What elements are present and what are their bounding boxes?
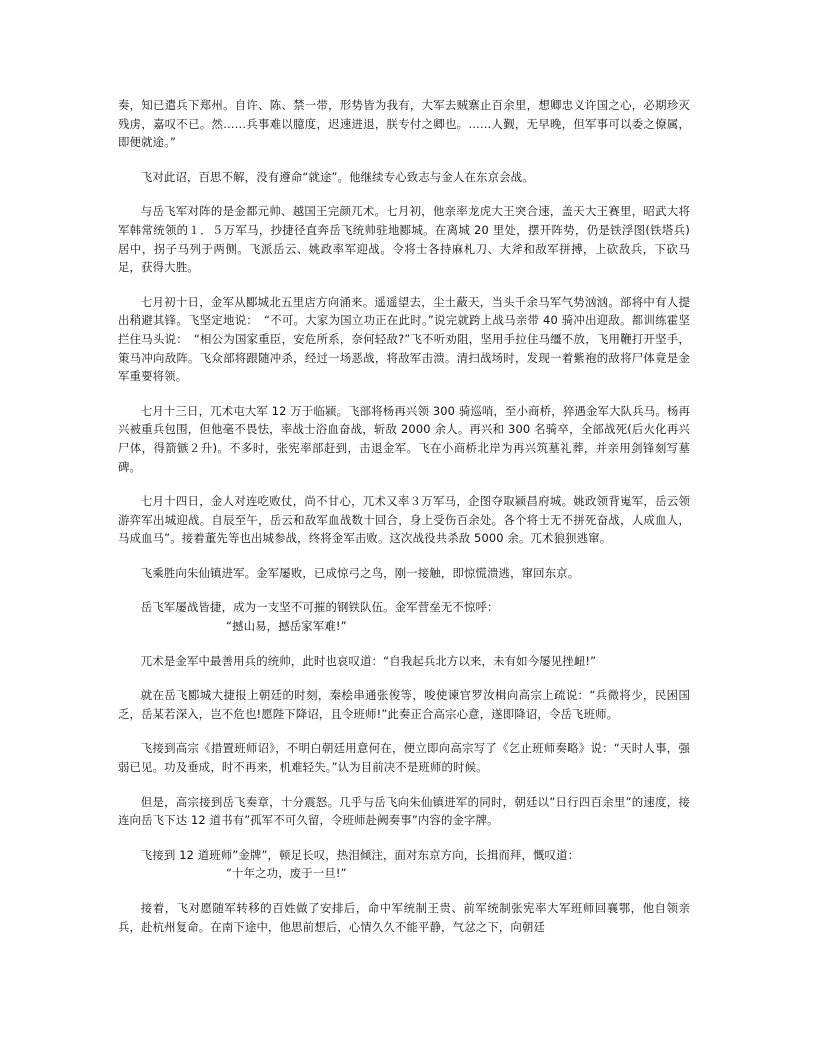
- paragraph-14: 接着，飞对愿随军转移的百姓做了安排后，命中军统制王贵、前军统制张宪率大军班师回襄鄂，他自领亲兵，赴杭州复命。在南下途中，他思前想后，心情久久不能平静，气忿之下，向朝廷: [118, 901, 690, 934]
- paragraph-6: 七月十四日，金人对连吃败仗，尚不甘心，兀术又率３万军马，企图夺取颍昌府城。姚政领背嵬军，岳云领游弈军出城迎战。自辰至午，岳云和敌军血战数十回合，身上受伤百余处。各个将士无不拼死奋战，人成血人，马成血马”。接着董先等也出城参战，终将金军击败。这次战役共杀敌 5000 余。兀术狼狈逃窜。: [118, 494, 690, 546]
- paragraph-10: 就在岳飞郾城大捷报上朝廷的时刻，秦桧串通张俊等，唆使谏官罗汝楫向高宗上疏说：“兵微将少，民困国乏，岳某若深入，岂不危也!愿陛下降诏，且令班师!”此奏正合高宗心意，遂即降诏，令岳飞班师。: [118, 688, 690, 721]
- paragraph-2: 飞对此诏，百思不解，没有遵命“就途”。他继续专心致志与金人在东京会战。: [140, 169, 534, 184]
- paragraph-11: 飞接到高宗《措置班师诏》，不明白朝廷用意何在，便立即向高宗写了《乞止班师奏略》说：“天时人事，强弱已见。功及垂成，时不再来，机难轻失。”认为目前决不是班师的时候。: [118, 741, 690, 775]
- paragraph-3: 与岳飞军对阵的是金都元帅、越国王完颜兀术。七月初，他亲率龙虎大王突合速，盖天大王赛里，昭武大将军韩常统领的１．５万军马，抄捷径直奔岳飞统帅驻地郾城。在离城 20 里处，摆开阵势，仍是铁浮图(铁塔兵)居中，拐子马列于两侧。飞派岳云、姚政率军迎战。令将士各持麻札刀、大斧和敌军拼搏，上砍敌兵，下砍马足，获得大胜。: [118, 204, 690, 275]
- paragraph-8: 岳飞军屡战皆捷，成为一支坚不可摧的钢铁队伍。金军营垒无不惊呼：: [140, 600, 499, 615]
- paragraph-1: 奏，知已遣兵下郑州。自许、陈、禁一带，形势皆为我有，大军去贼寨止百余里，想卿忠义许国之心，必期珍灭残虏，嘉叹不已。然……兵事难以臆度，迟速进退，朕专付之卿也。……人觐，无早晚，但军事可以委之僚属，即便就途。”: [118, 98, 690, 150]
- paragraph-12: 但是，高宗接到岳飞奏章，十分震怒。几乎与岳飞向朱仙镇进军的同时，朝廷以”日行四百余里”的速度，接连向岳飞下达 12 道书有”孤军不可久留，令班师赴阙奏事”内容的金字牌。: [118, 794, 690, 828]
- quote-2: “十年之功，废于一旦!”: [226, 866, 347, 881]
- paragraph-13: 飞接到 12 道班师”金牌”，顿足长叹，热泪倾注，面对东京方向，长揖而拜，慨叹道：: [140, 847, 580, 862]
- paragraph-4: 七月初十日，金军从郾城北五里店方向涌来。遥遥望去，尘土蔽天，当头千余马军气势汹汹。部将中有人提出稍避其锋。飞坚定地说： “不可。大家为国立功正在此时。”说完就跨上战马亲带 40 骑冲出迎敌。都训练霍坚拦住马头说： “相公为国家重臣，安危所系，奈何轻敌?”飞不听劝阻，坚用手拉住马缰不放，飞用鞭打开坚手，策马冲向敌阵。飞众部将跟随冲杀，经过一场恶战，将敌军击溃。清扫战场时，发现一着紫袍的敌将尸体竟是金军重要将领。: [118, 294, 690, 384]
- paragraph-7: 飞乘胜向朱仙镇进军。金军屡败，已成惊弓之鸟，刚一接触，即惊慌溃逃，窜回东京。: [140, 565, 580, 580]
- quote-1: “撼山易，撼岳家军难!”: [226, 619, 347, 634]
- paragraph-9: 兀术是金军中最善用兵的统帅，此时也哀叹道：“自我起兵北方以来，未有如今屡见挫衄!”: [140, 653, 597, 668]
- document-page: [118, 96, 690, 952]
- paragraph-5: 七月十三日，兀术屯大军 12 万于临颍。飞部将杨再兴领 300 骑巡哨，至小商桥，猝遇金军大队兵马。杨再兴被重兵包围，但他毫不畏怯，率战士浴血奋战，斩敌 2000 余人。再兴和 300 名骑卒，全部战死(后火化再兴尸体，得箭镞２升)。不多时，张宪率部赶到，击退金军。飞在小商桥北岸为再兴筑墓礼葬，并亲用剑锋刻写墓碑。: [118, 403, 690, 474]
